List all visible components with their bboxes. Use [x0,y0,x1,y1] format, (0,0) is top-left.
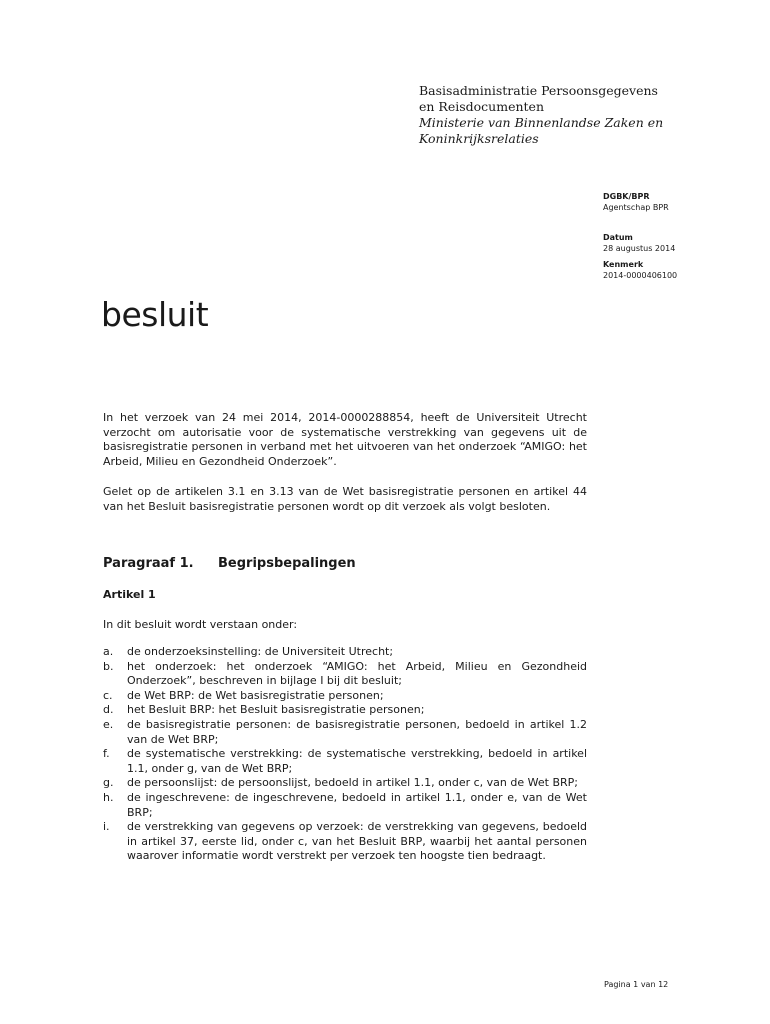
list-text: de ingeschrevene: de ingeschrevene, bedoeld in artikel 1.1, onder e, van de Wet BRP; [127,790,587,819]
list-letter: e. [103,717,114,731]
date-value: 28 augustus 2014 [603,244,676,253]
org-name-line-1: Basisadministratie Persoonsgegevens [419,83,658,98]
article-title: Artikel 1 [103,588,156,601]
list-text: de persoonslijst: de persoonslijst, bedoeld in artikel 1.1, onder c, van de Wet BRP; [127,776,578,790]
definitions-list [103,645,587,864]
list-text: de systematische verstrekking: de systematische verstrekking, bedoeld in artikel 1.1, onder g, van de Wet BRP; [127,747,587,775]
list-letter: a. [103,645,114,658]
ministry-line-2: Koninkrijksrelaties [419,131,539,146]
list-text: het Besluit BRP: het Besluit basisregistratie personen; [127,703,425,717]
reference-label: Kenmerk [603,260,644,269]
list-item [103,747,587,776]
list-item [103,791,587,820]
list-text: de verstrekking van gegevens op verzoek: de verstrekking van gegevens, bedoeld in artikel 37, eerste lid, onder c, van het Besluit BRP, waarbij het aantal personen waarover informatie wordt verstrekt per verzoek ten hoogste tien bedraagt. [127,820,587,863]
list-text: het onderzoek: het onderzoek “AMIGO: het Arbeid, Milieu en Gezondheid Onderzoek”, beschreven in bijlage I bij dit besluit; [127,659,587,688]
list-item [103,703,587,718]
list-item [103,718,587,747]
reference-block [603,259,677,281]
page-number: Pagina 1 van 12 [604,980,669,989]
intro-paragraph-2: Gelet op de artikelen 3.1 en 3.13 van de Wet basisregistratie personen en artikel 44 van het Besluit basisregistratie personen wordt op dit verzoek als volgt besloten. [103,485,587,513]
list-letter: g. [103,776,114,790]
list-text: de basisregistratie personen: de basisregistratie personen, bedoeld in artikel 1.2 van de Wet BRP; [127,717,587,746]
section-number: Paragraaf 1. [103,556,194,571]
department-block [603,191,669,213]
list-item [103,776,587,791]
list-letter: f. [103,747,110,761]
list-item [103,820,587,864]
list-letter: b. [103,659,114,673]
section-title: Begripsbepalingen [218,556,356,571]
list-letter: i. [103,820,110,834]
date-label: Datum [603,233,633,242]
list-letter: c. [103,688,113,702]
org-name-line-2: en Reisdocumenten [419,99,544,114]
organization-header [419,83,663,147]
list-item [103,689,587,704]
list-item [103,645,587,660]
department-value: Agentschap BPR [603,203,669,212]
list-letter: d. [103,703,114,717]
list-item [103,660,587,689]
list-text: de onderzoeksinstelling: de Universiteit Utrecht; [127,645,394,658]
list-text: de Wet BRP: de Wet basisregistratie personen; [127,688,384,702]
date-block [603,232,675,254]
article-intro: In dit besluit wordt verstaan onder: [103,618,298,631]
document-title: besluit [101,295,209,334]
list-letter: h. [103,790,114,804]
intro-paragraph-1: In het verzoek van 24 mei 2014, 2014-0000288854, heeft de Universiteit Utrecht verzocht om autorisatie voor de systematische verstrekking van gegevens uit de basisregistratie personen in verband met het uitvoeren van het onderzoek “AMIGO: het Arbeid, Milieu en Gezondheid Onderzoek”. [103,411,587,468]
section-heading [103,556,356,571]
department-label: DGBK/BPR [603,192,650,201]
reference-value: 2014-0000406100 [603,271,678,280]
ministry-line-1: Ministerie van Binnenlandse Zaken en [419,115,664,130]
